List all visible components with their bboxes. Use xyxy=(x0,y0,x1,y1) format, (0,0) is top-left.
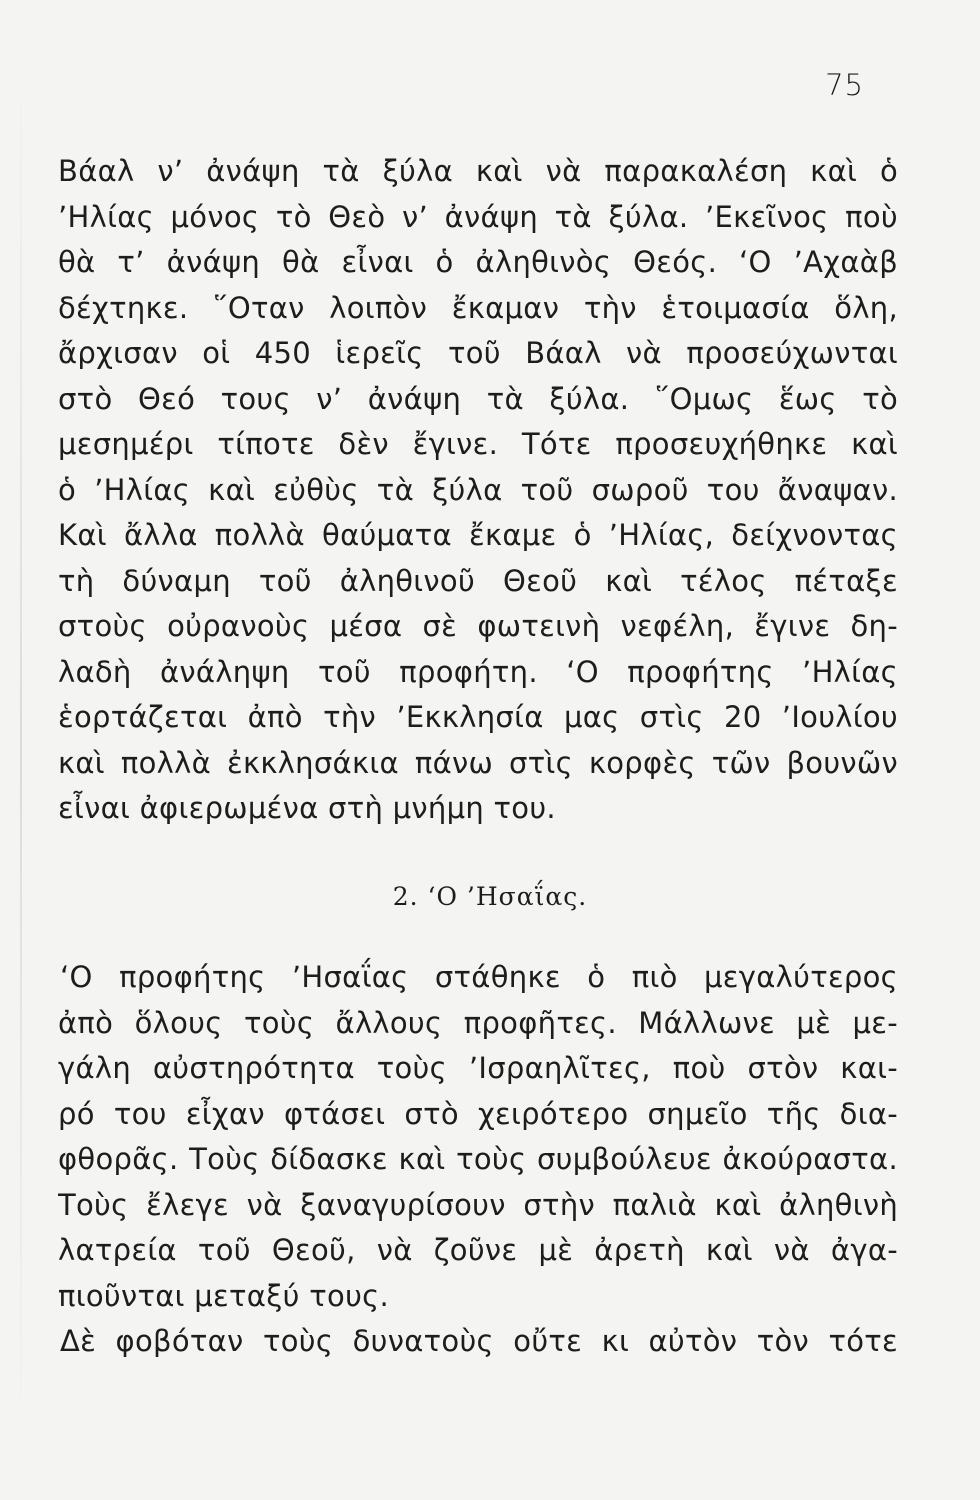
text-line: Τοὺς ἔλεγε νὰ ξαναγυρίσουν στὴν παλιὰ καὶ ἀληθινὴ xyxy=(58,1187,898,1222)
text-line: ἄρχισαν οἱ 450 ἱερεῖς τοῦ Βάαλ νὰ προσεύχωνται xyxy=(58,336,898,370)
text-line: ἀπὸ ὅλους τοὺς ἄλλους προφῆτες. Μάλλωνε μὲ με- xyxy=(58,1005,898,1040)
text-line: λατρεία τοῦ Θεοῦ, νὰ ζοῦνε μὲ ἀρετὴ καὶ νὰ ἀγα- xyxy=(58,1233,898,1267)
text-line: πιοῦνται μεταξύ τους. xyxy=(58,1278,389,1313)
text-line: τὴ δύναμη τοῦ ἀληθινοῦ Θεοῦ καὶ τέλος πέταξε xyxy=(58,563,898,598)
text-line: Δὲ φοβόταν τοὺς δυνατοὺς οὔτε κι αὐτὸν τὸν τότε xyxy=(60,1324,898,1358)
text-line: δέχτηκε. ῞Οταν λοιπὸν ἔκαμαν τὴν ἑτοιμασία ὅλη, xyxy=(58,290,898,325)
text-line: εἶναι ἀφιερωμένα στὴ μνήμη του. xyxy=(58,791,556,825)
text-line: ρό του εἶχαν φτάσει στὸ χειρότερο σημεῖο τῆς δια- xyxy=(58,1096,898,1131)
text-line: γάλη αὐστηρότητα τοὺς ’Ισραηλῖτες, ποὺ στὸν και- xyxy=(58,1051,898,1085)
page-number: 75 xyxy=(825,68,864,102)
section-heading: 2. ‘Ο ’Ησαΐας. xyxy=(392,882,588,911)
paragraph-elijah xyxy=(58,149,898,832)
text-line: στοὺς οὐρανοὺς μέσα σὲ φωτεινὴ νεφέλη, ἔγινε δη- xyxy=(58,609,898,643)
text-line: φθορᾶς. Τοὺς δίδασκε καὶ τοὺς συμβούλευε ἀκούραστα. xyxy=(58,1142,898,1176)
text-line: στὸ Θεό τους ν’ ἀνάψη τὰ ξύλα. ῞Ομως ἕως τὸ xyxy=(58,381,898,416)
text-line: θὰ τ’ ἀνάψη θὰ εἶναι ὁ ἀληθινὸς Θεός. ‘Ο ’Αχαὰβ xyxy=(58,245,898,279)
text-line: μεσημέρι τίποτε δὲν ἔγινε. Τότε προσευχήθηκε καὶ xyxy=(58,427,898,461)
text-line: ὁ ’Ηλίας καὶ εὐθὺς τὰ ξύλα τοῦ σωροῦ του ἄναψαν. xyxy=(58,472,898,507)
text-line: λαδὴ ἀνάληψη τοῦ προφήτη. ‘Ο προφήτης ’Ηλίας xyxy=(58,654,898,689)
text-line: ἑορτάζεται ἀπὸ τὴν ’Εκκλησία μας στὶς 20 ’Ιουλίου xyxy=(58,700,898,734)
text-line: ‘Ο προφήτης ’Ησαΐας στάθηκε ὁ πιὸ μεγαλύτερος xyxy=(60,960,898,994)
text-line: καὶ πολλὰ ἐκκλησάκια πάνω στὶς κορφὲς τῶν βουνῶν xyxy=(58,745,898,780)
text-line: Καὶ ἄλλα πολλὰ θαύματα ἔκαμε ὁ ’Ηλίας, δείχνοντας xyxy=(58,518,898,552)
scan-edge-shadow xyxy=(20,60,22,1440)
text-line: ’Ηλίας μόνος τὸ Θεὸ ν’ ἀνάψη τὰ ξύλα. ’Εκεῖνος ποὺ xyxy=(58,199,898,234)
text-line: Βάαλ ν’ ἀνάψη τὰ ξύλα καὶ νὰ παρακαλέση καὶ ὁ xyxy=(58,154,898,188)
paragraph-isaiah xyxy=(58,955,898,1365)
